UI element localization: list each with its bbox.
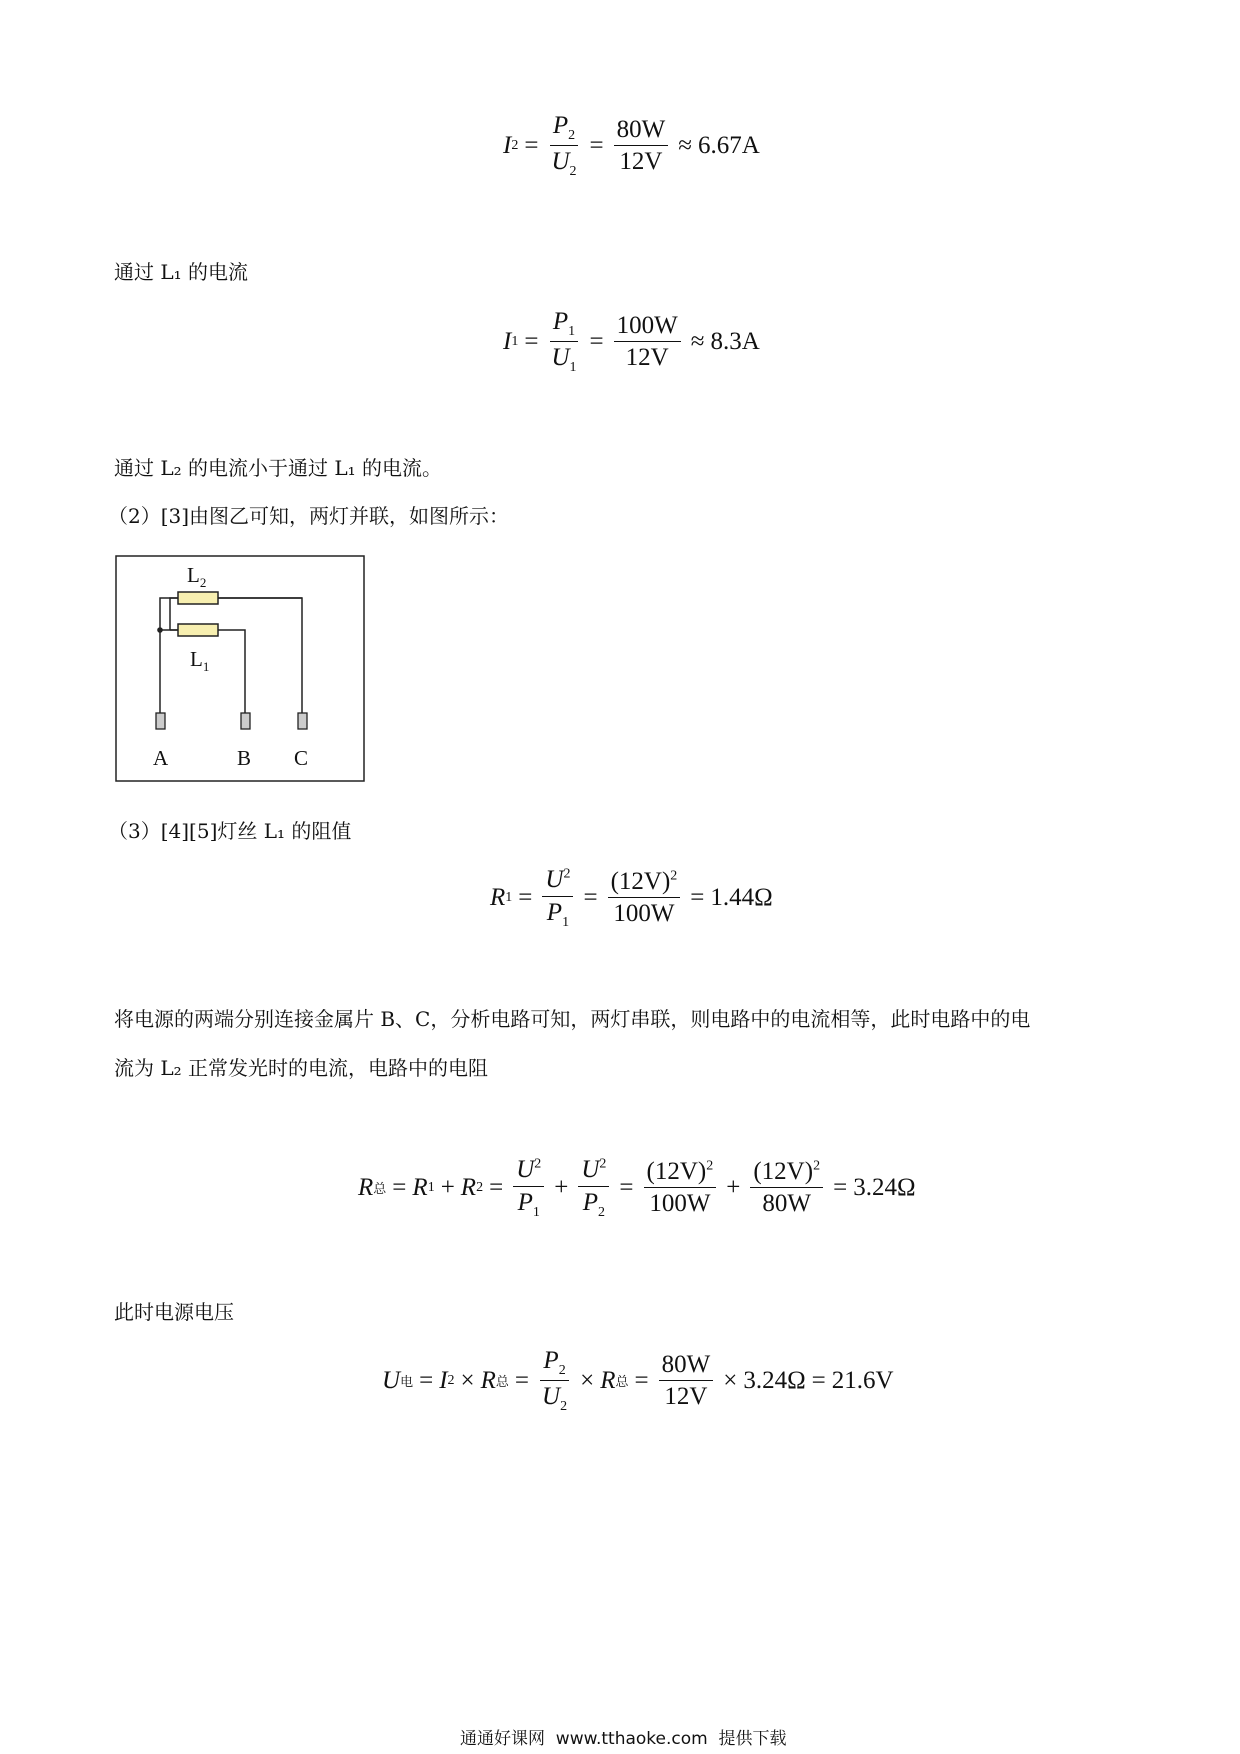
label-l2: $L_2$ <box>187 563 207 590</box>
equation-i2: I 2 = $\frac{P_2}{U_2}$ = $\frac{80W}{12V}$ ≈ 6.67A <box>503 112 760 180</box>
equation-u: U 电 = I 2 × R 总 = $\frac{P_2}{U_2}$ × R 总 = $\frac{80W}{12V}$ × 3.24Ω = 21.6V <box>382 1347 894 1415</box>
equation-r-total: R 总 = R 1 + R 2 = $\frac{U^2}{P_1}$ + $\frac{U^2}{P_2}$ = $\frac{(12V)^2}{100W}$ + $\frac{(12V)^2}{80W}$ = 3.24Ω <box>358 1156 916 1220</box>
text-series-2: 流为 L₂ 正常发光时的电流，电路中的电阻 <box>114 1056 489 1080</box>
text-part2: （2）[3]由图乙可知，两灯并联，如图所示： <box>108 504 510 528</box>
terminal-b <box>241 713 250 729</box>
text-part3: （3）[4][5]灯丝 L₁ 的阻值 <box>108 819 352 843</box>
text-compare: 通过 L₂ 的电流小于通过 L₁ 的电流。 <box>114 456 443 480</box>
label-l1: $L_1$ <box>190 647 210 674</box>
footer-text: 通通好课网 www.tthaoke.com 提供下载 <box>460 1729 787 1749</box>
lamp-l1 <box>178 624 218 636</box>
text-l1-current: 通过 L₁ 的电流 <box>114 260 249 284</box>
terminal-c <box>298 713 307 729</box>
circuit-diagram <box>115 555 365 782</box>
lamp-l2 <box>178 592 218 604</box>
label-a: A <box>153 746 169 770</box>
text-series-1: 将电源的两端分别连接金属片 B、C，分析电路可知，两灯串联，则电路中的电流相等，此时电路中的电 <box>114 1007 1031 1031</box>
text-voltage: 此时电源电压 <box>114 1300 234 1324</box>
equation-r1: R 1 = $\frac{U^2}{P_1}$ = $\frac{(12V)^2}{100W}$ = 1.44Ω <box>490 866 773 930</box>
equation-i1: I 1 = $\frac{P_1}{U_1}$ = $\frac{100W}{12V}$ ≈ 8.3A <box>503 308 760 376</box>
label-c: C <box>294 746 309 770</box>
terminal-a <box>156 713 165 729</box>
label-b: B <box>237 746 252 770</box>
